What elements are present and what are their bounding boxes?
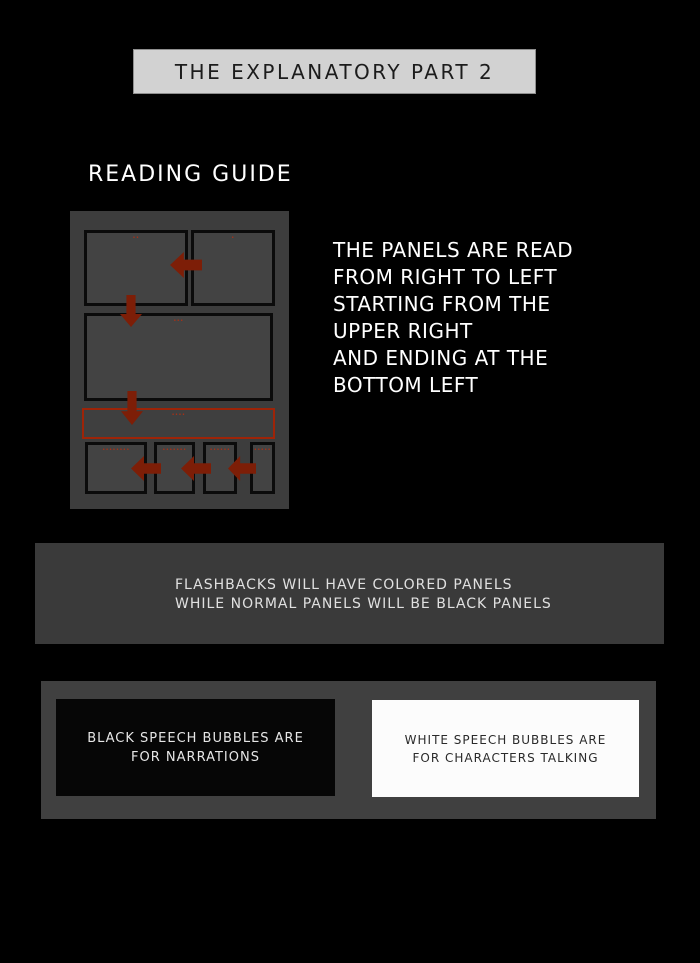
reading-guide-heading: READING GUIDE xyxy=(88,162,293,187)
white-speech-bubble-example xyxy=(372,700,639,797)
panel-marker: •••••••• xyxy=(102,447,130,453)
black-bubble-line2: FOR NARRATIONS xyxy=(131,749,260,765)
arrow-left-icon xyxy=(181,456,211,481)
panel-4-flashback xyxy=(82,408,275,439)
flashback-note-line2: WHILE NORMAL PANELS WILL BE BLACK PANELS xyxy=(175,596,552,612)
page-title: THE EXPLANATORY PART 2 xyxy=(174,59,495,84)
description-line: UPPER RIGHT xyxy=(333,319,473,343)
panel-marker: ••••• xyxy=(253,447,272,453)
white-bubble-line1: WHITE SPEECH BUBBLES ARE xyxy=(404,732,607,747)
arrow-down-icon xyxy=(121,391,143,425)
black-speech-bubble-example xyxy=(56,699,335,796)
panel-marker: •••••• xyxy=(209,447,231,453)
flashback-note-banner xyxy=(35,543,664,644)
description-line: THE PANELS ARE READ xyxy=(333,238,574,262)
arrow-left-icon xyxy=(170,252,202,278)
white-bubble-line2: FOR CHARACTERS TALKING xyxy=(412,750,599,765)
panel-marker: •••• xyxy=(171,412,186,418)
speech-bubble-legend xyxy=(41,681,656,819)
description-line: FROM RIGHT TO LEFT xyxy=(333,265,558,289)
panel-marker: ••••••• xyxy=(162,447,187,453)
description-line: AND ENDING AT THE xyxy=(333,346,549,370)
panel-marker: ••• xyxy=(173,318,184,324)
panel-marker: •• xyxy=(132,235,140,241)
description-line: STARTING FROM THE xyxy=(333,292,551,316)
reading-order-diagram xyxy=(70,211,289,509)
panel-1-top-right xyxy=(191,230,275,306)
title-banner xyxy=(133,49,536,94)
arrow-down-icon xyxy=(120,295,142,327)
flashback-note-line1: FLASHBACKS WILL HAVE COLORED PANELS xyxy=(175,577,513,593)
panel-marker: • xyxy=(231,235,235,241)
arrow-left-icon xyxy=(228,456,256,481)
arrow-left-icon xyxy=(131,456,161,481)
description-line: BOTTOM LEFT xyxy=(333,373,479,397)
reading-order-description xyxy=(333,237,643,399)
black-bubble-line1: BLACK SPEECH BUBBLES ARE xyxy=(87,730,304,746)
flashback-note-text xyxy=(175,576,552,614)
panel-3-middle-wide xyxy=(84,313,273,401)
